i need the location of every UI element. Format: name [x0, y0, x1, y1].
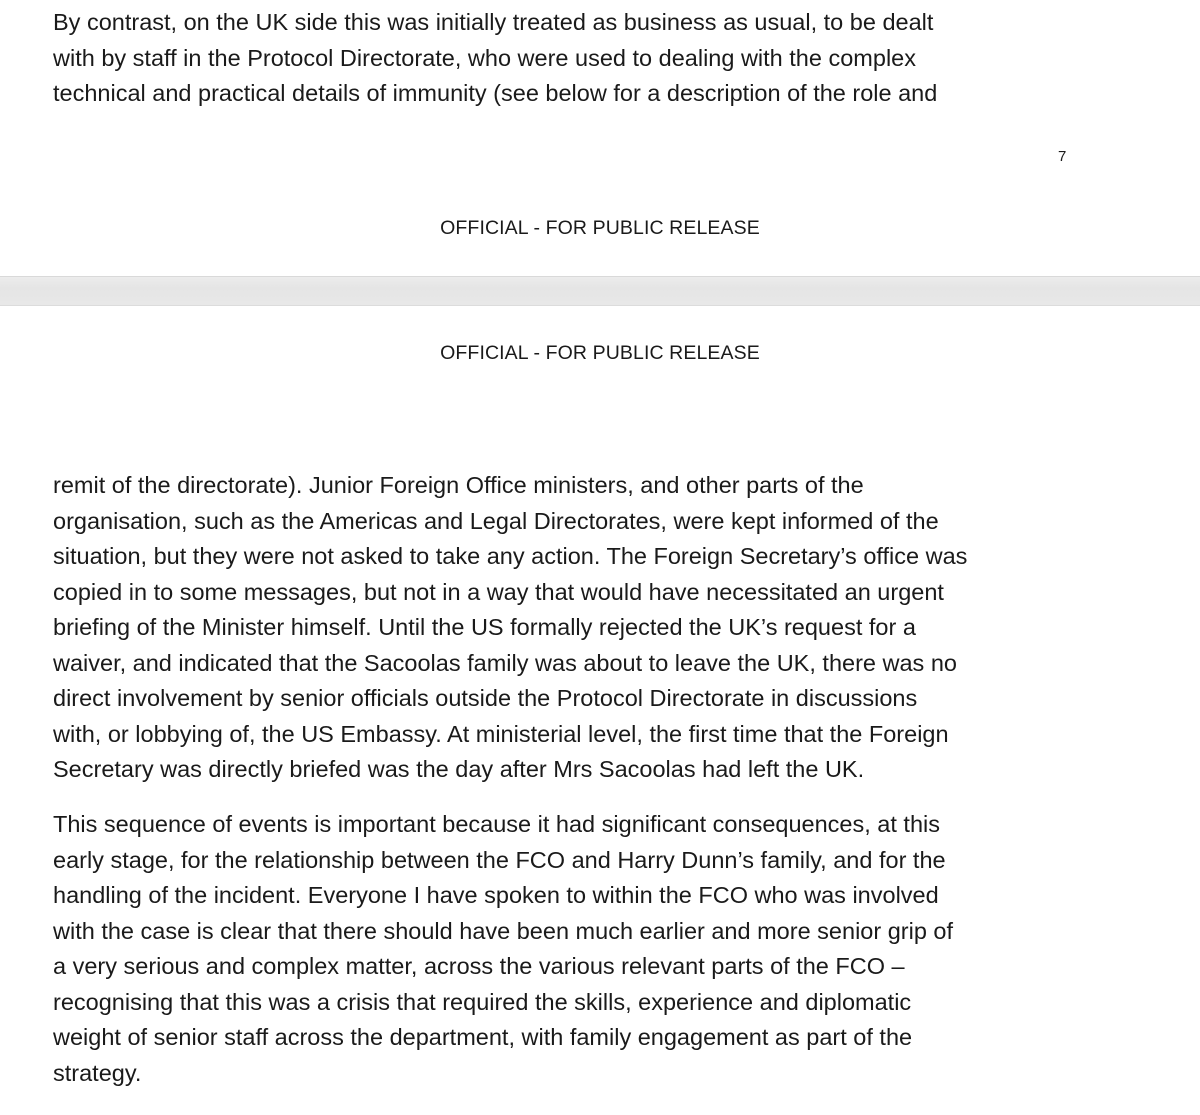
- page-number: 7: [1058, 148, 1067, 165]
- text-line: early stage, for the relationship between the FCO and Harry Dunn’s family, and for the: [53, 846, 946, 873]
- text-line: with the case is clear that there should have been much earlier and more senior grip of: [53, 917, 954, 944]
- text-line: weight of senior staff across the department, with family engagement as part of the: [53, 1024, 913, 1050]
- paragraph-continued: [53, 5, 1083, 112]
- page-separator: [0, 276, 1200, 306]
- text-line: handling of the incident. Everyone I have spoken to within the FCO who was involved: [53, 882, 939, 908]
- text-line: strategy.: [53, 1059, 142, 1086]
- text-line: situation, but they were not asked to take any action. The Foreign Secretary’s office was: [53, 543, 968, 569]
- text-line: This sequence of events is important because it had significant consequences, at this: [53, 811, 940, 837]
- text-line: waiver, and indicated that the Sacoolas family was about to leave the UK, there was no: [53, 649, 957, 676]
- text-line: briefing of the Minister himself. Until the US formally rejected the UK’s request for a: [53, 614, 916, 640]
- text-line: technical and practical details of immunity (see below for a description of the role and: [53, 80, 938, 106]
- text-line: By contrast, on the UK side this was initially treated as business as usual, to be dealt: [53, 9, 934, 35]
- paragraph-1: [53, 468, 1083, 788]
- text-line: with by staff in the Protocol Directorate, who were used to dealing with the complex: [53, 44, 916, 71]
- page-7: [0, 0, 1200, 276]
- text-line: with, or lobbying of, the US Embassy. At ministerial level, the first time that the Foreign: [53, 720, 949, 747]
- text-line: recognising that this was a crisis that required the skills, experience and diplomatic: [53, 988, 912, 1015]
- page-8: [0, 306, 1200, 1115]
- text-line: remit of the directorate). Junior Foreign Office ministers, and other parts of the: [53, 472, 864, 498]
- header-classification: OFFICIAL - FOR PUBLIC RELEASE: [440, 342, 760, 364]
- text-line: Secretary was directly briefed was the day after Mrs Sacoolas had left the UK.: [53, 756, 865, 782]
- footer-classification: OFFICIAL - FOR PUBLIC RELEASE: [440, 217, 760, 239]
- text-line: direct involvement by senior officials outside the Protocol Directorate in discussions: [53, 685, 918, 711]
- text-line: organisation, such as the Americas and Legal Directorates, were kept informed of the: [53, 507, 939, 534]
- text-line: a very serious and complex matter, across the various relevant parts of the FCO –: [53, 953, 905, 979]
- paragraph-2: [53, 807, 1083, 1091]
- text-line: copied in to some messages, but not in a way that would have necessitated an urgent: [53, 578, 944, 605]
